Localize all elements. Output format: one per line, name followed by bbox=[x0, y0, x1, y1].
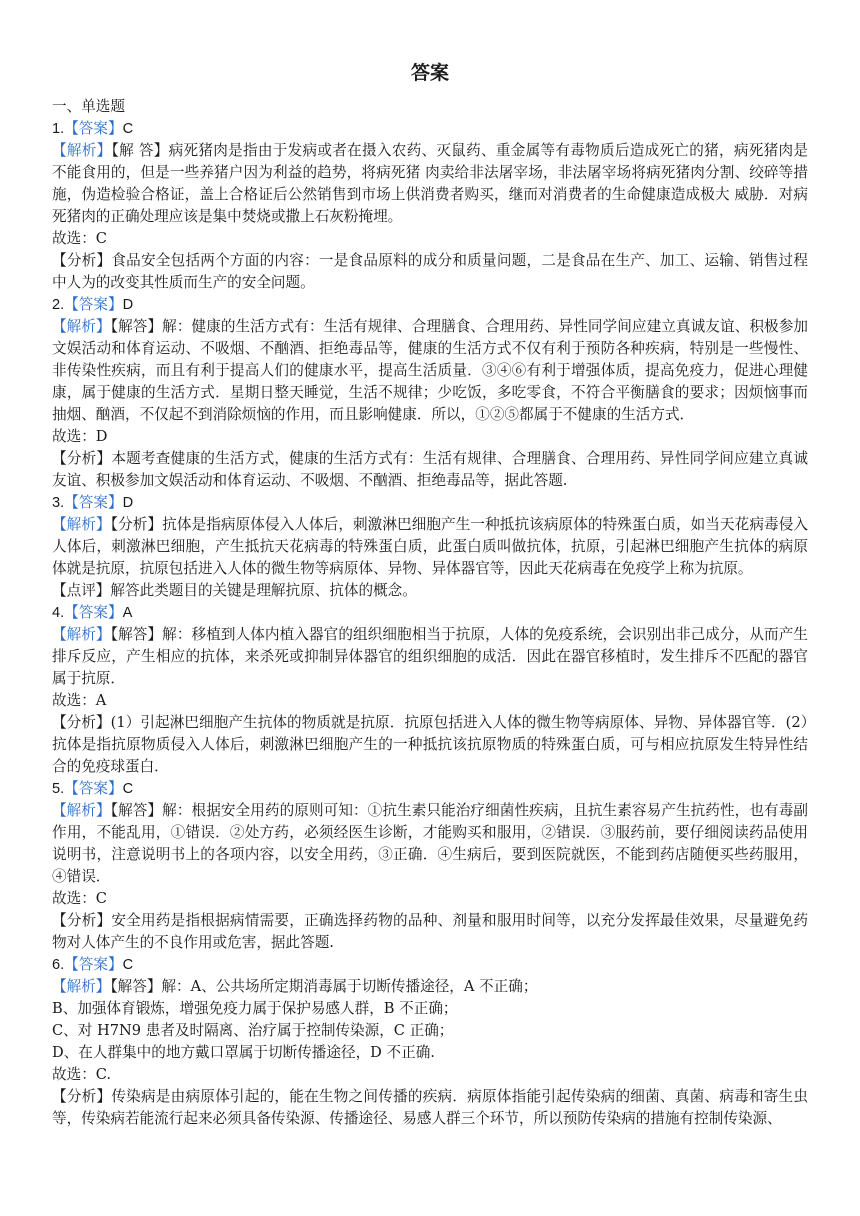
analysis-paragraph bbox=[52, 624, 808, 690]
comment-text: 本题考查健康的生活方式，健康的生活方式有：生活有规律、合理膳食、合理用药、异性同学间应建立真诚友谊、积极参加文娱活动和体育运动、不吸烟、不酗酒、拒绝毒品等，据此答题. bbox=[52, 450, 808, 489]
analysis-tag: 【解析】 bbox=[52, 142, 112, 159]
answer-line bbox=[52, 778, 808, 800]
option-line: C、对 H7N9 患者及时隔离、治疗属于控制传染源，C 正确； bbox=[52, 1022, 454, 1039]
answer-value: C bbox=[122, 121, 134, 137]
answer-tag: 【答案】 bbox=[64, 296, 123, 313]
comment-text: 传染病是由病原体引起的，能在生物之间传播的疾病．病原体指能引起传染病的细菌、真菌、病毒和寄生虫等，传染病若能流行起来必须具备传染源、传播途径、易感人群三个环节，所以预防传染病的措施有控制传染源、 bbox=[52, 1088, 808, 1127]
analysis-text: 【分析】抗体是指病原体侵入人体后，刺激淋巴细胞产生一种抵抗该病原体的特殊蛋白质，如当天花病毒侵入人体后，刺激淋巴细胞，产生抵抗天花病毒的特殊蛋白质，此蛋白质叫做抗体，抗原，引起淋巴细胞产生抗体的病原体就是抗原，抗原包括进入人体的微生物等病原体、异物、异体器官等，因此天花病毒在免疫学上称为抗原。 bbox=[52, 516, 808, 577]
answer-tag: 【答案】 bbox=[64, 494, 123, 511]
choice-line: 故选：C. bbox=[52, 1066, 112, 1083]
analysis-text: 【解 答】病死猪肉是指由于发病或者在摄入农药、灭鼠药、重金属等有毒物质后造成死亡的猪，病死猪肉是不能食用的，但是一些养猪户因为利益的趋势，将病死猪 肉卖给非法屠宰场，非法屠宰场将病死猪肉分割、绞碎等措施，伪造检验合格证，盖上合格证后公然销售到市场上供消费者购买，继而对消费者的生命健康造成极大 威胁．对病死猪肉的正确处理应该是集中焚烧或撒上石灰粉掩埋。 bbox=[52, 142, 808, 225]
option-line: D、在人群集中的地方戴口罩属于切断传播途径，D 不正确. bbox=[52, 1044, 435, 1061]
answer-item bbox=[52, 118, 808, 294]
question-number: 3. bbox=[52, 495, 65, 511]
comment-tag: 【分析】 bbox=[52, 912, 112, 929]
option-line: B、加强体育锻炼，增强免疫力属于保护易感人群，B 不正确； bbox=[52, 1000, 458, 1017]
choice-line: 故选：C bbox=[52, 890, 107, 907]
comment-paragraph bbox=[52, 448, 808, 492]
question-number: 5. bbox=[52, 781, 65, 797]
answer-line bbox=[52, 492, 808, 514]
answer-list bbox=[52, 118, 808, 1130]
answer-tag: 【答案】 bbox=[64, 120, 123, 137]
answer-tag: 【答案】 bbox=[64, 780, 123, 797]
question-number: 1. bbox=[52, 121, 65, 137]
analysis-tag: 【解析】 bbox=[52, 626, 111, 643]
comment-paragraph bbox=[52, 712, 808, 778]
question-number: 6. bbox=[52, 957, 65, 973]
answer-line bbox=[52, 602, 808, 624]
choice-line: 故选：D bbox=[52, 428, 108, 445]
section-heading: 一、单选题 bbox=[52, 98, 125, 115]
comment-tag: 【点评】 bbox=[52, 582, 111, 599]
comment-tag: 【分析】 bbox=[52, 450, 112, 467]
question-number: 4. bbox=[52, 605, 65, 621]
analysis-text: 【解答】解：A、公共场所定期消毒属于切断传播途径，A 不正确； bbox=[110, 978, 538, 995]
choice-line: 故选：C bbox=[52, 230, 107, 247]
analysis-text: 【解答】解：移植到人体内植入器官的组织细胞相当于抗原，人体的免疫系统，会识别出非己成分，从而产生排斥反应，产生相应的抗体，来杀死或抑制异体器官的组织细胞的成活．因此在器官移植时，发生排斥不匹配的器官属于抗原． bbox=[52, 626, 808, 687]
answer-tag: 【答案】 bbox=[64, 604, 123, 621]
analysis-text: 【解答】解：根据安全用药的原则可知：①抗生素只能治疗细菌性疾病，且抗生素容易产生抗药性，也有毒副作用，不能乱用，①错误．②处方药，必须经医生诊断，才能购买和服用，②错误．③服药前，要仔细阅读药品使用说明书，注意说明书上的各项内容，以安全用药，③正确．④生病后，要到医院就医，不能到药店随便买些药服用，④错误． bbox=[52, 802, 808, 885]
analysis-paragraph bbox=[52, 316, 808, 426]
analysis-paragraph bbox=[52, 976, 808, 998]
comment-text: 安全用药是指根据病情需要，正确选择药物的品种、剂量和服用时间等，以充分发挥最佳效果，尽量避免药物对人体产生的不良作用或危害，据此答题. bbox=[52, 912, 808, 951]
answer-value: C bbox=[122, 957, 134, 973]
analysis-paragraph bbox=[52, 514, 808, 580]
answer-item bbox=[52, 294, 808, 492]
answer-item bbox=[52, 954, 808, 1130]
answer-line bbox=[52, 954, 808, 976]
choice-line: 故选：A bbox=[52, 692, 107, 709]
comment-paragraph bbox=[52, 1086, 808, 1130]
answer-item bbox=[52, 492, 808, 602]
answer-value: C bbox=[122, 781, 134, 797]
comment-tag: 【分析】 bbox=[52, 252, 112, 269]
answer-line bbox=[52, 294, 808, 316]
answer-value: A bbox=[122, 605, 133, 621]
analysis-tag: 【解析】 bbox=[52, 978, 111, 995]
analysis-paragraph bbox=[52, 140, 808, 228]
comment-tag: 【分析】 bbox=[52, 714, 111, 731]
comment-text: 食品安全包括两个方面的内容：一是食品原料的成分和质量问题，二是食品在生产、加工、运输、销售过程中人为的改变其性质而生产的安全问题。 bbox=[52, 252, 808, 291]
answer-value: D bbox=[122, 297, 134, 313]
answer-item bbox=[52, 778, 808, 954]
analysis-tag: 【解析】 bbox=[52, 318, 111, 335]
answer-tag: 【答案】 bbox=[64, 956, 123, 973]
comment-text: 解答此类题目的关键是理解抗原、抗体的概念。 bbox=[110, 582, 417, 599]
analysis-tag: 【解析】 bbox=[52, 802, 111, 819]
comment-paragraph bbox=[52, 910, 808, 954]
answer-value: D bbox=[122, 495, 134, 511]
comment-paragraph bbox=[52, 250, 808, 294]
analysis-text: 【解答】解：健康的生活方式有：生活有规律、合理膳食、合理用药、异性同学间应建立真诚友谊、积极参加文娱活动和体育运动、不吸烟、不酗酒、拒绝毒品等，健康的生活方式不仅有利于预防各种疾病，特别是一些慢性、非传染性疾病，而且有利于提高人们的健康水平，提高生活质量．③④⑥有利于增强体质，提高免疫力，促进心理健康，属于健康的生活方式．星期日整天睡觉，生活不规律；少吃饭，多吃零食，不符合平衡膳食的要求；因烦恼事而抽烟、酗酒，不仅起不到消除烦恼的作用，而且影响健康．所以，①②⑤都属于不健康的生活方式． bbox=[52, 318, 808, 423]
analysis-tag: 【解析】 bbox=[52, 516, 111, 533]
question-number: 2. bbox=[52, 297, 65, 313]
comment-paragraph bbox=[52, 580, 808, 602]
analysis-paragraph bbox=[52, 800, 808, 888]
comment-text: (1）引起淋巴细胞产生抗体的物质就是抗原．抗原包括进入人体的微生物等病原体、异物、异体器官等．(2）抗体是指抗原物质侵入人体后，刺激淋巴细胞产生的一种抵抗该抗原物质的特殊蛋白质，可与相应抗原发生特异性结合的免疫球蛋白． bbox=[52, 714, 808, 775]
page-title: 答案 bbox=[410, 62, 449, 84]
answer-line bbox=[52, 118, 808, 140]
answer-item bbox=[52, 602, 808, 778]
comment-tag: 【分析】 bbox=[52, 1088, 112, 1105]
